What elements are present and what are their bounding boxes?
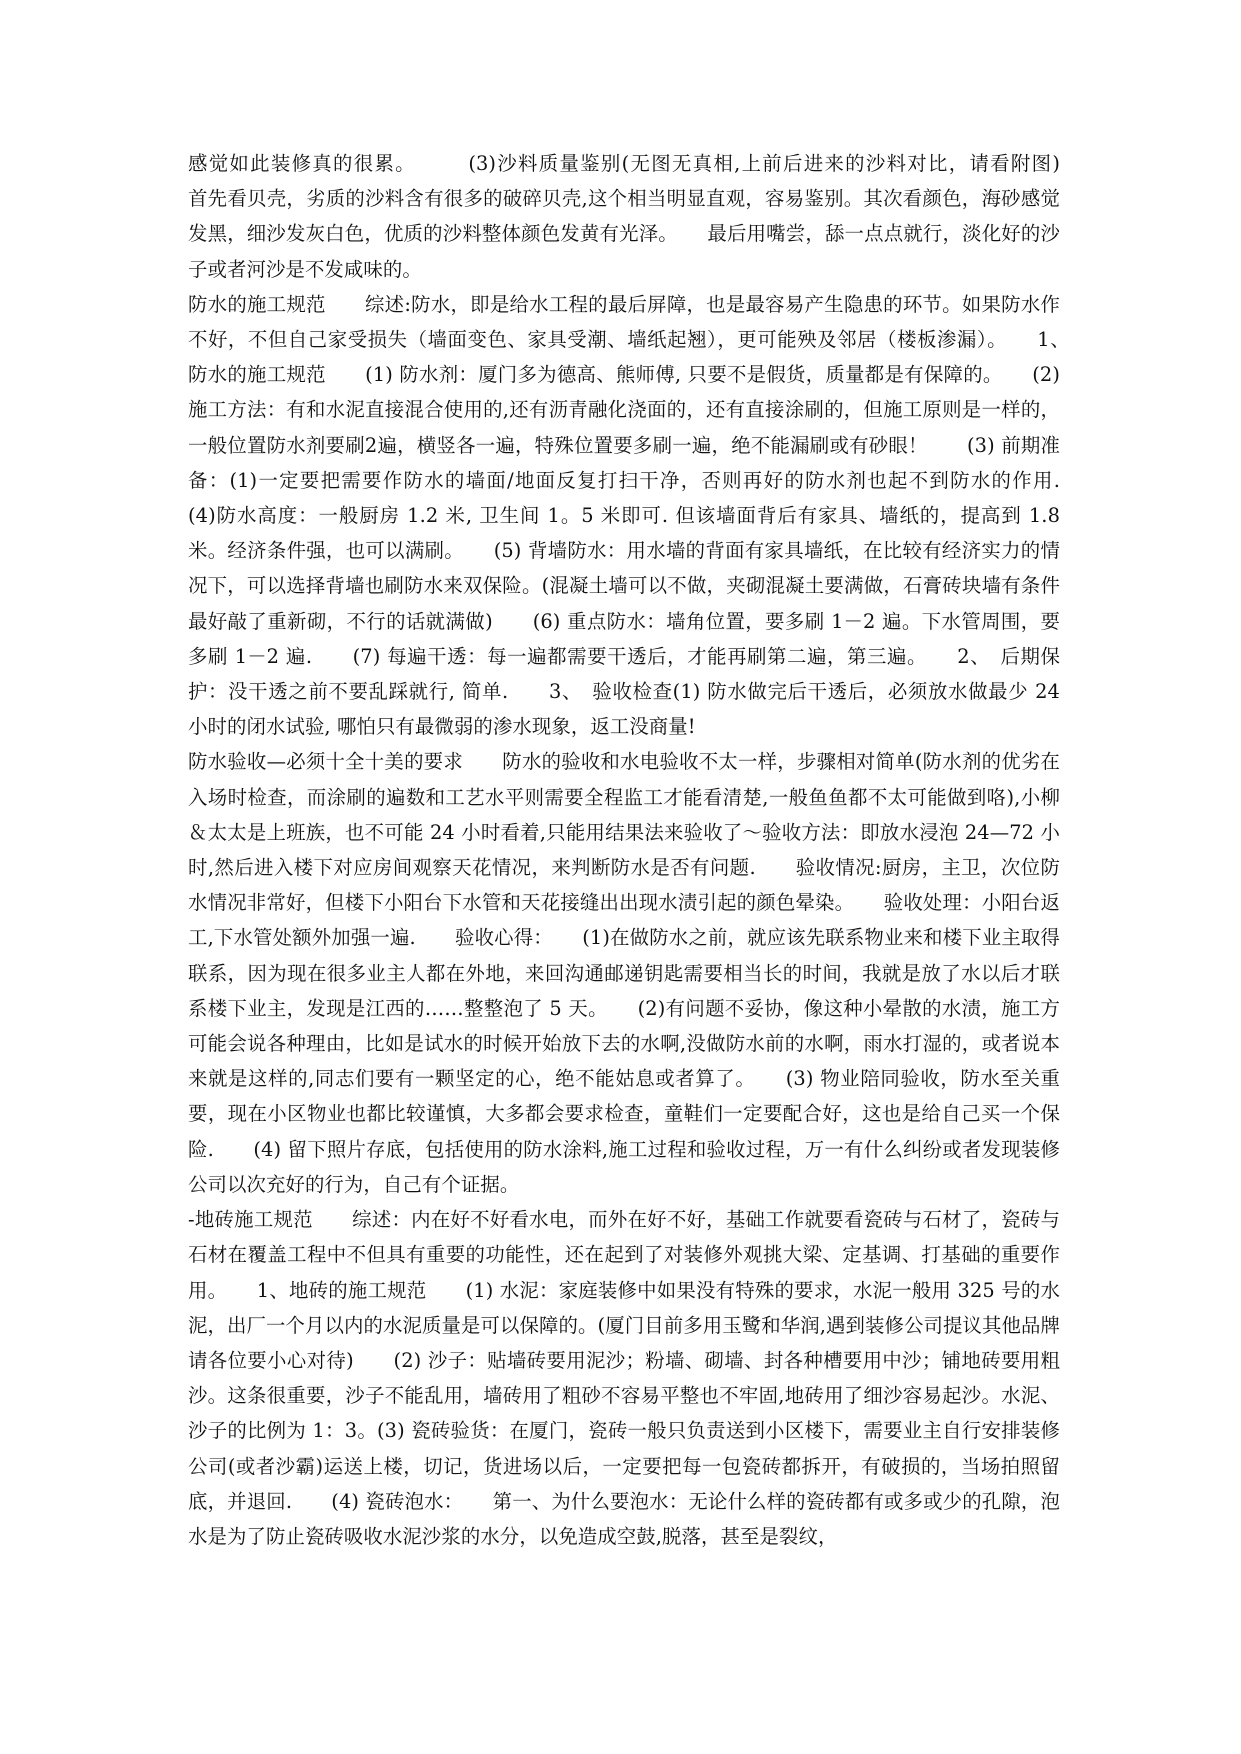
paragraph-floor-tile-construction: -地砖施工规范 综述：内在好不好看水电，而外在好不好，基础工作就要看瓷砖与石材了，瓷砖与石材在覆盖工程中不但具有重要的功能性，还在起到了对装修外观挑大梁、定基调、打基础的重要作用。 1、地砖的施工规范 (1) 水泥：家庭装修中如果没有特殊的要求，水泥一般用 325 号的水泥，出厂一个月以内的水泥质量是可以保障的。(厦门目前多用玉鹭和华润,遇到装修公司提议其他品牌请各位要小心对待) (2) 沙子：贴墙砖要用泥沙；粉墙、砌墙、封各种槽要用中沙；铺地砖要用粗沙。这条很重要，沙子不能乱用，墙砖用了粗砂不容易平整也不牢固,地砖用了细沙容易起沙。水泥、沙子的比例为 1：3。(3) 瓷砖验货：在厦门，瓷砖一般只负责送到小区楼下，需要业主自行安排装修公司(或者沙霸)运送上楼，切记，货进场以后，一定要把每一包瓷砖都拆开，有破损的，当场拍照留底，并退回. (4) 瓷砖泡水： 第一、为什么要泡水：无论什么样的瓷砖都有或多或少的孔隙，泡水是为了防止瓷砖吸收水泥沙浆的水分，以免造成空鼓,脱落，甚至是裂纹， (188, 1208, 1060, 1548)
paragraph-sand-quality: 感觉如此装修真的很累。 (3)沙料质量鉴别(无图无真相,上前后进来的沙料对比，请看附图) 首先看贝壳，劣质的沙料含有很多的破碎贝壳,这个相当明显直观，容易鉴别。其次看颜色，海砂感觉发黑，细沙发灰白色，优质的沙料整体颜色发黄有光泽。 最后用嘴尝，舔一点点就行，淡化好的沙子或者河沙是不发咸味的。 (188, 152, 1099, 281)
document-body (188, 146, 1099, 1554)
paragraph-waterproof-construction: 防水的施工规范 综述:防水，即是给水工程的最后屏障，也是最容易产生隐患的环节。如果防水作不好，不但自己家受损失（墙面变色、家具受潮、墙纸起翘），更可能殃及邻居（楼板渗漏）。 1、 防水的施工规范 (1) 防水剂：厦门多为德高、熊师傅, 只要不是假货，质量都是有保障的。 (2)施工方法：有和水泥直接混合使用的,还有沥青融化浇面的，还有直接涂刷的，但施工原则是一样的，一般位置防水剂要刷2遍，横竖各一遍，特殊位置要多刷一遍，绝不能漏刷或有砂眼！ (3) 前期准备：(1)一定要把需要作防水的墙面/地面反复打扫干净，否则再好的防水剂也起不到防水的作用. (4)防水高度：一般厨房 1.2 米, 卫生间 1。5 米即可. 但该墙面背后有家具、墙纸的，提高到 1.8 米。经济条件强，也可以满刷。 (5) 背墙防水：用水墙的背面有家具墙纸，在比较有经济实力的情况下，可以选择背墙也刷防水来双保险。(混凝土墙可以不做，夹砌混凝土要满做，石膏砖块墙有条件最好敲了重新砌，不行的话就满做) (6) 重点防水：墙角位置，要多刷 1－2 遍。下水管周围，要多刷 1－2 遍. (7) 每遍干透：每一遍都需要干透后，才能再刷第二遍，第三遍。 2、 后期保护：没干透之前不要乱踩就行, 简单. 3、 验收检查(1) 防水做完后干透后，必须放水做最少 24 小时的闭水试验, 哪怕只有最微弱的渗水现象，返工没商量! (188, 292, 1099, 739)
paragraph-waterproof-acceptance: 防水验收—必须十全十美的要求 防水的验收和水电验收不太一样，步骤相对简单(防水剂的优劣在入场时检查，而涂刷的遍数和工艺水平则需要全程监工才能看清楚,一般鱼鱼都不太可能做到咯),小柳＆太太是上班族，也不可能 24 小时看着,只能用结果法来验收了～验收方法：即放水浸泡 24—72 小时,然后进入楼下对应房间观察天花情况，来判断防水是否有问题. 验收情况:厨房，主卫，次位防水情况非常好，但楼下小阳台下水管和天花接缝出出现水渍引起的颜色晕染。 验收处理：小阳台返工,下水管处额外加强一遍. 验收心得： (1)在做防水之前，就应该先联系物业来和楼下业主取得联系，因为现在很多业主人都在外地，来回沟通邮递钥匙需要相当长的时间，我就是放了水以后才联系楼下业主，发现是江西的……整整泡了 5 天。 (2)有问题不妥协，像这种小晕散的水渍，施工方可能会说各种理由，比如是试水的时候开始放下去的水啊,没做防水前的水啊，雨水打湿的，或者说本来就是这样的,同志们要有一颗坚定的心，绝不能姑息或者算了。 (3) 物业陪同验收，防水至关重要，现在小区物业也都比较谨慎，大多都会要求检查，童鞋们一定要配合好，这也是给自己买一个保险. (4) 留下照片存底，包括使用的防水涂料,施工过程和验收过程，万一有什么纠纷或者发现装修公司以次充好的行为，自己有个证据。 (188, 750, 1060, 1196)
